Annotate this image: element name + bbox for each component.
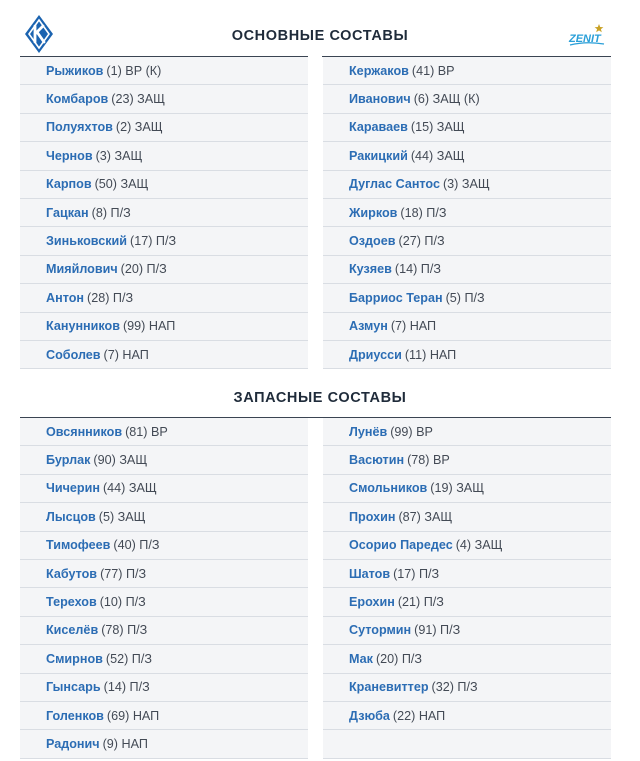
player-name: Иванович <box>349 92 411 107</box>
player-name: Оздоев <box>349 234 396 249</box>
player-name: Шатов <box>349 566 391 581</box>
player-row <box>20 645 308 673</box>
player-name: Терехов <box>46 595 97 610</box>
player-name: Дзюба <box>349 708 390 723</box>
player-name: Кабутов <box>46 566 98 581</box>
player-name: Осорио Паредес <box>349 538 453 553</box>
player-row <box>323 560 611 588</box>
player-name: Барриос Теран <box>349 290 443 305</box>
player-number-position: (18) П/З <box>400 205 447 220</box>
player-number-position: (90) ЗАЩ <box>93 453 148 468</box>
player-row <box>20 446 308 474</box>
player-number-position: (9) НАП <box>102 736 148 751</box>
player-number-position: (5) ЗАЩ <box>98 509 146 524</box>
player-number-position: (99) НАП <box>122 319 176 334</box>
player-name: Канунников <box>46 319 120 334</box>
player-number-position: (87) ЗАЩ <box>398 509 453 524</box>
away-subs-list <box>323 418 611 759</box>
player-name: Смирнов <box>46 651 103 666</box>
player-row <box>323 617 611 645</box>
player-row <box>20 475 308 503</box>
player-number-position: (50) ЗАЩ <box>94 177 149 192</box>
player-number-position: (77) П/З <box>100 566 147 581</box>
player-name: Бурлак <box>46 453 91 468</box>
player-row <box>323 114 611 142</box>
player-name: Антон <box>46 290 85 305</box>
player-row <box>323 57 611 85</box>
player-name: Мияйлович <box>46 262 118 277</box>
player-number-position: (3) ЗАЩ <box>442 177 490 192</box>
player-name: Караваев <box>349 120 408 135</box>
player-name: Жирков <box>349 205 398 220</box>
player-name: Лысцов <box>46 509 96 524</box>
player-name: Смольников <box>349 481 428 496</box>
player-name: Комбаров <box>46 92 109 107</box>
starting-header <box>0 0 640 56</box>
player-number-position: (1) ВР (К) <box>106 63 162 78</box>
away-starting-list <box>323 57 611 369</box>
player-row <box>323 171 611 199</box>
player-row <box>20 674 308 702</box>
player-number-position: (8) П/З <box>91 205 131 220</box>
player-row <box>323 418 611 446</box>
player-name: Сутормин <box>349 623 412 638</box>
player-number-position: (91) П/З <box>414 623 461 638</box>
player-row <box>323 702 611 730</box>
player-name: Тимофеев <box>46 538 111 553</box>
player-number-position: (17) П/З <box>130 234 177 249</box>
player-name: Чичерин <box>46 481 100 496</box>
player-number-position: (10) П/З <box>99 595 146 610</box>
player-number-position: (23) ЗАЩ <box>111 92 165 107</box>
player-number-position: (78) ВР <box>407 453 450 468</box>
player-name: Кузяев <box>349 262 392 277</box>
zenit-logo <box>568 22 608 50</box>
starting-lineups <box>20 57 611 369</box>
player-name: Чернов <box>46 148 93 163</box>
player-row <box>323 730 611 758</box>
player-number-position: (78) П/З <box>101 623 148 638</box>
player-row <box>20 142 308 170</box>
player-number-position: (40) П/З <box>113 538 160 553</box>
player-name: Лунёв <box>349 424 388 439</box>
player-name: Васютин <box>349 453 405 468</box>
player-number-position: (7) НАП <box>390 319 437 334</box>
player-row <box>323 85 611 113</box>
player-row <box>20 418 308 446</box>
player-row <box>323 674 611 702</box>
player-name: Радонич <box>46 736 100 751</box>
player-name: Полуяхтов <box>46 120 113 135</box>
player-row <box>323 313 611 341</box>
player-name: Соболев <box>46 347 101 362</box>
player-number-position: (52) П/З <box>105 651 152 666</box>
player-row <box>323 446 611 474</box>
player-number-position: (4) ЗАЩ <box>455 538 503 553</box>
player-name: Дуглас Сантос <box>349 177 440 192</box>
player-number-position: (14) П/З <box>103 680 150 695</box>
player-row <box>323 503 611 531</box>
player-name: Ерохин <box>349 595 395 610</box>
player-row <box>20 588 308 616</box>
player-name: Зиньковский <box>46 234 128 249</box>
player-number-position: (20) П/З <box>120 262 167 277</box>
player-name: Азмун <box>349 319 388 334</box>
player-name: Кержаков <box>349 63 409 78</box>
subs-title: ЗАПАСНЫЕ СОСТАВЫ <box>233 390 407 406</box>
player-number-position: (5) П/З <box>445 290 485 305</box>
subs-lineups <box>20 418 611 759</box>
player-row <box>20 199 308 227</box>
player-row <box>20 702 308 730</box>
player-number-position: (99) ВР <box>390 424 433 439</box>
home-starting-list <box>20 57 308 369</box>
player-row <box>20 256 308 284</box>
player-row <box>20 560 308 588</box>
player-name: Краневиттер <box>349 680 429 695</box>
player-name: Прохин <box>349 509 396 524</box>
player-name: Овсянников <box>46 424 123 439</box>
player-row <box>323 532 611 560</box>
player-number-position: (3) ЗАЩ <box>95 148 143 163</box>
player-name: Ракицкий <box>349 148 408 163</box>
player-number-position: (11) НАП <box>404 347 457 362</box>
player-row <box>20 341 308 369</box>
player-number-position: (44) ЗАЩ <box>102 481 157 496</box>
player-row <box>20 171 308 199</box>
player-row <box>20 532 308 560</box>
player-name: Мак <box>349 651 373 666</box>
player-number-position: (69) НАП <box>106 708 160 723</box>
player-number-position: (15) ЗАЩ <box>410 120 465 135</box>
player-row <box>20 730 308 758</box>
player-name: Дриусси <box>349 347 402 362</box>
player-row <box>20 57 308 85</box>
player-row <box>323 227 611 255</box>
player-row <box>20 617 308 645</box>
player-row <box>323 142 611 170</box>
player-row <box>323 588 611 616</box>
player-row <box>20 114 308 142</box>
player-row <box>323 199 611 227</box>
player-number-position: (22) НАП <box>392 708 446 723</box>
player-row <box>323 256 611 284</box>
player-row <box>323 284 611 312</box>
player-name: Гынсарь <box>46 680 101 695</box>
player-row <box>20 227 308 255</box>
player-number-position: (44) ЗАЩ <box>410 148 465 163</box>
player-row <box>20 313 308 341</box>
player-number-position: (41) ВР <box>411 63 455 78</box>
starting-title: ОСНОВНЫЕ СОСТАВЫ <box>231 28 409 44</box>
player-number-position: (14) П/З <box>394 262 441 277</box>
player-row <box>323 341 611 369</box>
player-name: Рыжиков <box>46 63 104 78</box>
player-row <box>20 503 308 531</box>
player-number-position: (28) П/З <box>87 290 134 305</box>
svg-text:ZENIT: ZENIT <box>569 33 601 45</box>
player-number-position: (21) П/З <box>397 595 444 610</box>
player-row <box>323 645 611 673</box>
player-row <box>20 85 308 113</box>
player-number-position: (32) П/З <box>431 680 478 695</box>
player-name: Киселёв <box>46 623 99 638</box>
player-number-position: (7) НАП <box>103 347 149 362</box>
player-number-position: (6) ЗАЩ (К) <box>413 92 480 107</box>
player-name: Голенков <box>46 708 104 723</box>
player-row <box>20 284 308 312</box>
player-row <box>323 475 611 503</box>
player-name: Карпов <box>46 177 92 192</box>
player-number-position: (20) П/З <box>375 651 423 666</box>
home-subs-list <box>20 418 308 759</box>
player-number-position: (19) ЗАЩ <box>430 481 485 496</box>
player-number-position: (17) П/З <box>393 566 440 581</box>
player-number-position: (81) ВР <box>125 424 168 439</box>
player-number-position: (27) П/З <box>398 234 445 249</box>
player-name: Гацкан <box>46 205 89 220</box>
player-number-position: (2) ЗАЩ <box>115 120 163 135</box>
